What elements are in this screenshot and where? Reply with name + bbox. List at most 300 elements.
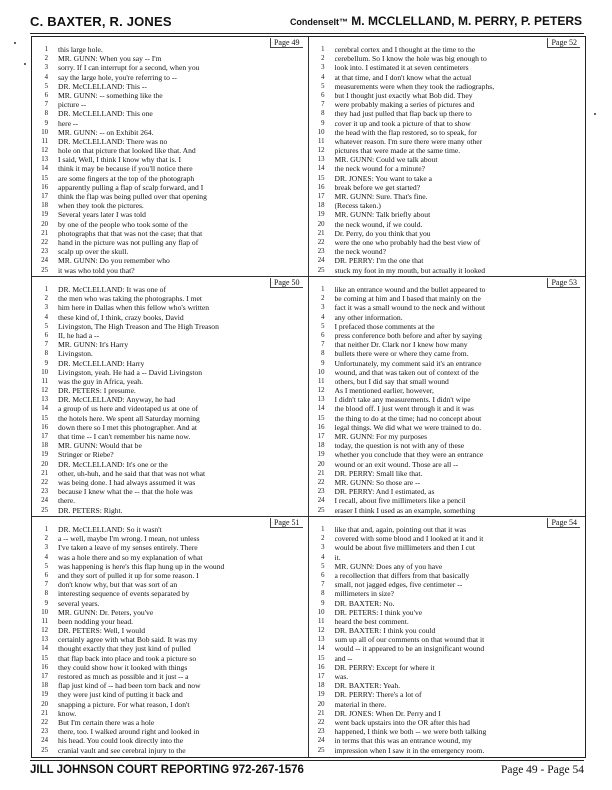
transcript-line bbox=[32, 201, 304, 210]
line-text: was. bbox=[334, 672, 349, 681]
transcript-lines bbox=[309, 525, 582, 755]
line-text: snapping a picture. For what reason, I don't bbox=[58, 699, 190, 709]
line-text: were the one who probably had the best view of bbox=[334, 237, 481, 247]
line-text: others, but I did say that small wound bbox=[334, 376, 449, 386]
line-text: the thing to do at the time; had no concept about bbox=[334, 413, 482, 423]
transcript-line bbox=[309, 654, 582, 663]
line-text: sorry. If I can interrupt for a second, when you bbox=[58, 63, 200, 73]
line-text: cerebral cortex and I thought at the time to the bbox=[334, 45, 476, 54]
line-text: because I knew what the -- that the hole was bbox=[58, 487, 193, 497]
line-number: 2 bbox=[44, 535, 48, 543]
transcript-page-panel bbox=[309, 277, 586, 517]
line-text: (Recess taken.) bbox=[334, 201, 381, 211]
line-number: 8 bbox=[44, 110, 48, 118]
line-number: 10 bbox=[317, 368, 325, 376]
transcript-line bbox=[32, 349, 304, 358]
transcript-line bbox=[32, 210, 304, 219]
transcript-line bbox=[309, 192, 582, 201]
transcript-line bbox=[32, 571, 304, 580]
line-text: I prefaced those comments at the bbox=[334, 321, 435, 331]
transcript-line bbox=[32, 54, 304, 63]
transcript-line bbox=[32, 635, 304, 644]
transcript-line bbox=[32, 469, 304, 478]
page-number-label: Page 52 bbox=[547, 38, 580, 48]
line-text: I've taken a leave of my senses entirely. There bbox=[58, 543, 198, 553]
transcript-line bbox=[32, 303, 304, 312]
line-number: 11 bbox=[317, 137, 325, 145]
condenseit-mark: CondenseIt™ bbox=[289, 17, 348, 27]
transcript-line bbox=[309, 164, 582, 173]
line-text: DR. McCLELLAND: Anyway, he had bbox=[58, 395, 176, 405]
transcript-line bbox=[309, 553, 582, 562]
line-text: think it may be because if you'll notice there bbox=[58, 164, 193, 174]
line-text: covered with some blood and I looked at it and it bbox=[334, 534, 484, 544]
transcript-line bbox=[32, 589, 304, 598]
transcript-line bbox=[32, 506, 304, 515]
line-text: MR. GUNN: Could we talk about bbox=[334, 155, 438, 165]
transcript-line bbox=[32, 690, 304, 699]
line-number: 18 bbox=[41, 682, 48, 690]
line-number: 23 bbox=[41, 248, 48, 256]
transcript-line bbox=[32, 423, 304, 432]
transcript-line bbox=[32, 100, 304, 109]
transcript-line bbox=[32, 553, 304, 562]
transcript-line bbox=[32, 525, 304, 534]
line-text: MR. GUNN: It's Harry bbox=[58, 340, 129, 350]
line-text: cerebellum. So I know the hole was big enough to bbox=[334, 54, 487, 64]
transcript-grid bbox=[31, 36, 586, 758]
line-text: a -- well, maybe I'm wrong. I mean, not unless bbox=[58, 534, 200, 544]
transcript-line bbox=[32, 331, 304, 340]
transcript-lines bbox=[32, 525, 304, 755]
footer-reporter: JILL JOHNSON COURT REPORTING 972-267-1576 bbox=[30, 764, 304, 776]
line-text: there, too. I walked around right and looked in bbox=[58, 727, 200, 737]
line-text: hole on that picture that looked like that. And bbox=[58, 146, 196, 156]
transcript-line bbox=[309, 377, 582, 386]
line-number: 14 bbox=[41, 405, 48, 413]
line-number: 5 bbox=[44, 562, 48, 570]
line-number: 18 bbox=[41, 202, 48, 210]
transcript-line bbox=[32, 359, 304, 368]
line-number: 10 bbox=[317, 608, 325, 616]
transcript-line bbox=[32, 478, 304, 487]
transcript-line bbox=[32, 580, 304, 589]
transcript-line bbox=[309, 571, 582, 580]
margin-dot bbox=[24, 63, 26, 65]
line-number: 23 bbox=[41, 488, 48, 496]
line-text: went back upstairs into the OR after this had bbox=[334, 717, 470, 727]
line-number: 13 bbox=[317, 636, 325, 644]
line-text: As I mentioned earlier, however, bbox=[334, 386, 434, 396]
line-number: 17 bbox=[317, 433, 325, 440]
line-number: 20 bbox=[317, 700, 325, 708]
line-number: 9 bbox=[321, 599, 325, 607]
line-number: 22 bbox=[317, 238, 325, 246]
transcript-line bbox=[32, 608, 304, 617]
transcript-line bbox=[309, 119, 582, 128]
line-number: 1 bbox=[44, 46, 48, 53]
line-number: 22 bbox=[41, 478, 48, 486]
line-number: 3 bbox=[44, 544, 48, 552]
line-text: Livingston, The High Treason and The High Treason bbox=[58, 321, 219, 331]
transcript-line bbox=[309, 496, 582, 505]
page-header bbox=[30, 14, 582, 34]
line-text: DR. JONES: When Dr. Perry and I bbox=[334, 708, 441, 718]
line-number: 23 bbox=[317, 728, 325, 736]
line-text: think the flap was being pulled over that opening bbox=[58, 192, 207, 201]
line-text: at that time, and I don't know what the actual bbox=[334, 72, 472, 82]
line-text: a group of us here and videotaped us at one of bbox=[58, 404, 199, 414]
line-text: like an entrance wound and the bullet appeared to bbox=[334, 285, 486, 294]
line-number: 16 bbox=[41, 183, 48, 191]
page-number-label: Page 50 bbox=[270, 278, 303, 288]
line-text: measurements were when they took the radiographs, bbox=[334, 81, 495, 91]
line-text: when they took the pictures. bbox=[58, 201, 144, 211]
line-number: 4 bbox=[44, 553, 48, 561]
transcript-line bbox=[309, 469, 582, 478]
line-text: there. bbox=[58, 496, 76, 506]
line-text: DR. PERRY: There's a lot of bbox=[334, 690, 422, 700]
line-number: 15 bbox=[317, 174, 325, 182]
transcript-line bbox=[309, 534, 582, 543]
line-number: 25 bbox=[317, 746, 325, 754]
line-text: MR. GUNN: Do you remember who bbox=[58, 256, 170, 266]
line-text: wound, and that was taken out of context of the bbox=[334, 367, 479, 377]
line-text: be coming at him and I based that mainly on the bbox=[334, 294, 481, 304]
transcript-line bbox=[309, 82, 582, 91]
line-text: eraser I think I used as an example, something bbox=[334, 505, 476, 515]
line-text: are some fingers at the top of the photograph bbox=[58, 173, 195, 183]
line-text: the blood off. I just went through it and it was bbox=[334, 404, 474, 414]
line-number: 22 bbox=[317, 478, 325, 486]
transcript-line bbox=[32, 164, 304, 173]
page-number-label: Page 53 bbox=[547, 278, 580, 288]
transcript-line bbox=[309, 155, 582, 164]
line-number: 1 bbox=[44, 286, 48, 293]
line-number: 4 bbox=[44, 313, 48, 321]
transcript-line bbox=[309, 294, 582, 303]
line-number: 18 bbox=[317, 682, 325, 690]
line-text: restored as much as possible and it just -- a bbox=[58, 672, 189, 681]
margin-dot bbox=[14, 42, 16, 44]
line-text: MR. GUNN: Would that be bbox=[58, 441, 142, 451]
transcript-lines bbox=[32, 285, 304, 515]
line-number: 24 bbox=[317, 257, 325, 265]
line-number: 16 bbox=[41, 663, 48, 671]
line-number: 4 bbox=[321, 553, 325, 561]
line-text: small, not jagged edges, five centimeter -- bbox=[334, 580, 463, 590]
line-text: press conference both before and after by saying bbox=[334, 330, 482, 340]
line-number: 13 bbox=[317, 156, 325, 164]
line-text: DR. McCLELLAND: It's one or the bbox=[58, 459, 168, 469]
transcript-line bbox=[309, 543, 582, 552]
line-text: DR. PETERS: I think you've bbox=[334, 607, 423, 617]
line-number: 7 bbox=[44, 581, 48, 589]
line-number: 19 bbox=[317, 691, 325, 699]
line-number: 24 bbox=[317, 737, 325, 745]
transcript-line bbox=[32, 73, 304, 82]
line-text: it. bbox=[334, 552, 341, 562]
line-text: they were just kind of putting it back and bbox=[58, 690, 183, 700]
line-text: by one of the people who took some of the bbox=[58, 219, 188, 229]
line-text: interesting sequence of events separated by bbox=[58, 589, 190, 599]
line-text: it was who told you that? bbox=[58, 265, 135, 275]
transcript-page-panel bbox=[32, 277, 309, 517]
line-number: 2 bbox=[321, 295, 325, 303]
line-number: 9 bbox=[321, 119, 325, 127]
line-text: DR. BAXTER: Yeah. bbox=[334, 681, 401, 691]
line-number: 11 bbox=[41, 617, 48, 625]
line-number: 3 bbox=[321, 304, 325, 312]
line-text: DR. BAXTER: No. bbox=[334, 598, 395, 608]
transcript-line bbox=[309, 506, 582, 515]
line-text: Several years later I was told bbox=[58, 210, 146, 220]
line-number: 6 bbox=[321, 91, 325, 99]
line-text: DR. McCLELLAND: It was one of bbox=[58, 285, 166, 294]
transcript-line bbox=[32, 220, 304, 229]
transcript-line bbox=[309, 663, 582, 672]
line-number: 6 bbox=[44, 91, 48, 99]
line-number: 25 bbox=[317, 266, 325, 274]
line-number: 10 bbox=[41, 128, 48, 136]
line-text: DR. McCLELLAND: This -- bbox=[58, 81, 147, 91]
line-number: 21 bbox=[41, 229, 48, 237]
transcript-line bbox=[309, 174, 582, 183]
line-number: 15 bbox=[41, 174, 48, 182]
transcript-line bbox=[32, 460, 304, 469]
line-number: 13 bbox=[41, 156, 48, 164]
transcript-line bbox=[309, 183, 582, 192]
transcript-line bbox=[309, 128, 582, 137]
line-number: 18 bbox=[317, 202, 325, 210]
line-text: this large hole. bbox=[58, 45, 103, 54]
line-number: 23 bbox=[41, 728, 48, 736]
transcript-line bbox=[32, 183, 304, 192]
line-number: 19 bbox=[41, 451, 48, 459]
line-text: DR. McCLELLAND: Harry bbox=[58, 358, 145, 368]
line-text: Livingston. bbox=[58, 349, 93, 359]
transcript-line bbox=[309, 201, 582, 210]
line-text: DR. BAXTER: I think you could bbox=[334, 626, 436, 636]
transcript-line bbox=[32, 644, 304, 653]
transcript-line bbox=[309, 450, 582, 459]
line-text: would -- it appeared to be an insignificant wound bbox=[334, 644, 485, 654]
transcript-line bbox=[32, 155, 304, 164]
line-number: 1 bbox=[321, 46, 325, 53]
line-text: whether you conclude that they were an entrance bbox=[334, 450, 484, 460]
line-text: that time -- I can't remember his name now. bbox=[58, 432, 191, 441]
line-number: 2 bbox=[44, 295, 48, 303]
transcript-line bbox=[32, 340, 304, 349]
line-number: 20 bbox=[317, 460, 325, 468]
transcript-line bbox=[309, 478, 582, 487]
transcript-line bbox=[309, 525, 582, 534]
line-text: photographs that that was not the case; that that bbox=[58, 228, 203, 238]
line-text: but I thought just exactly what Bob did. They bbox=[334, 90, 473, 100]
line-number: 21 bbox=[317, 229, 325, 237]
line-text: But I'm certain there was a hole bbox=[58, 717, 155, 727]
line-number: 24 bbox=[41, 257, 48, 265]
page-footer bbox=[30, 764, 584, 778]
line-text: was happening is here's this flap hung up in the wound bbox=[58, 561, 225, 571]
margin-dot bbox=[594, 113, 596, 115]
line-text: cranial vault and see cerebral injury to the bbox=[58, 745, 186, 755]
transcript-line bbox=[309, 423, 582, 432]
line-number: 25 bbox=[41, 266, 48, 274]
line-text: wound or an exit wound. Those are all -- bbox=[334, 459, 459, 469]
transcript-line bbox=[32, 626, 304, 635]
line-text: that neither Dr. Clark nor I knew how many bbox=[334, 340, 468, 350]
line-text: DR. McCLELLAND: There was no bbox=[58, 136, 168, 146]
transcript-line bbox=[309, 303, 582, 312]
transcript-line bbox=[32, 450, 304, 459]
line-number: 8 bbox=[44, 350, 48, 358]
line-number: 9 bbox=[44, 359, 48, 367]
line-number: 5 bbox=[321, 82, 325, 90]
transcript-line bbox=[309, 718, 582, 727]
line-number: 1 bbox=[321, 526, 325, 533]
transcript-line bbox=[32, 192, 304, 201]
line-number: 6 bbox=[321, 571, 325, 579]
transcript-line bbox=[32, 294, 304, 303]
line-text: that flap back into place and took a picture so bbox=[58, 653, 197, 663]
transcript-line bbox=[309, 635, 582, 644]
line-text: I said, Well, I think I know why that is. I bbox=[58, 155, 182, 165]
line-number: 8 bbox=[321, 110, 325, 118]
transcript-line bbox=[309, 322, 582, 331]
line-text: sum up all of our comments on that wound that it bbox=[334, 635, 485, 645]
line-number: 14 bbox=[317, 645, 325, 653]
line-text: MR. GUNN: Sure. That's fine. bbox=[334, 192, 428, 201]
line-text: DR. McCLELLAND: So it wasn't bbox=[58, 525, 162, 534]
transcript-line bbox=[32, 285, 304, 294]
line-number: 1 bbox=[44, 526, 48, 533]
line-number: 24 bbox=[41, 497, 48, 505]
transcript-line bbox=[309, 256, 582, 265]
line-number: 19 bbox=[41, 691, 48, 699]
line-text: look into. I estimated it at seven centimeters bbox=[334, 63, 469, 73]
line-text: here -- bbox=[58, 118, 79, 128]
transcript-line bbox=[32, 91, 304, 100]
transcript-line bbox=[309, 626, 582, 635]
line-text: the head with the flap restored, so to speak, for bbox=[334, 127, 477, 137]
line-number: 25 bbox=[41, 746, 48, 754]
line-text: heard the best comment. bbox=[334, 616, 409, 626]
line-number: 12 bbox=[41, 627, 48, 635]
line-number: 16 bbox=[317, 183, 325, 191]
line-number: 20 bbox=[41, 220, 48, 228]
line-number: 23 bbox=[317, 248, 325, 256]
line-number: 21 bbox=[41, 709, 48, 717]
line-text: DR. PETERS: Right. bbox=[58, 505, 123, 515]
line-number: 9 bbox=[44, 119, 48, 127]
transcript-line bbox=[309, 266, 582, 275]
transcript-line bbox=[32, 256, 304, 265]
line-text: DR. McCLELLAND: This one bbox=[58, 109, 153, 119]
line-text: him here in Dallas when this fellow who's written bbox=[58, 303, 210, 313]
header-rule bbox=[30, 33, 584, 34]
line-number: 4 bbox=[321, 313, 325, 321]
line-text: been nodding your head. bbox=[58, 616, 134, 626]
line-number: 7 bbox=[321, 341, 325, 349]
transcript-line bbox=[309, 395, 582, 404]
line-number: 16 bbox=[317, 663, 325, 671]
transcript-line bbox=[309, 404, 582, 413]
line-number: 7 bbox=[44, 341, 48, 349]
line-text: flap just kind of -- had been torn back and now bbox=[58, 681, 201, 691]
line-text: DR. PERRY: And I estimated, as bbox=[334, 487, 435, 497]
line-text: certainly agree with what Bob said. It was my bbox=[58, 635, 198, 645]
transcript-line bbox=[32, 386, 304, 395]
transcript-line bbox=[309, 700, 582, 709]
transcript-line bbox=[309, 73, 582, 82]
line-text: was the guy in Africa, yeah. bbox=[58, 376, 143, 386]
line-number: 2 bbox=[321, 535, 325, 543]
transcript-line bbox=[32, 82, 304, 91]
transcript-line bbox=[309, 109, 582, 118]
line-number: 21 bbox=[317, 469, 325, 477]
line-text: break before we get started? bbox=[334, 182, 421, 192]
line-text: and -- bbox=[334, 653, 353, 663]
line-number: 8 bbox=[321, 590, 325, 598]
line-number: 15 bbox=[317, 654, 325, 662]
transcript-line bbox=[309, 414, 582, 423]
transcript-line bbox=[309, 644, 582, 653]
line-text: apparently pulling a flap of scalp forward, and I bbox=[58, 182, 204, 192]
transcript-line bbox=[309, 368, 582, 377]
line-number: 3 bbox=[44, 64, 48, 72]
transcript-line bbox=[309, 238, 582, 247]
line-text: stuck my foot in my mouth, but actually it looked bbox=[334, 265, 486, 275]
line-number: 18 bbox=[317, 442, 325, 450]
line-text: Stringer or Riebe? bbox=[58, 450, 114, 460]
transcript-line bbox=[309, 672, 582, 681]
transcript-line bbox=[309, 45, 582, 54]
line-number: 5 bbox=[321, 562, 325, 570]
line-text: happened, I think we both -- we were both talking bbox=[334, 727, 487, 737]
line-text: know. bbox=[58, 708, 77, 718]
transcript-line bbox=[309, 562, 582, 571]
line-number: 6 bbox=[321, 331, 325, 339]
line-text: don't know why, but that was sort of an bbox=[58, 580, 178, 590]
line-text: Unfortunately, my comment said it's an entrance bbox=[334, 358, 482, 368]
transcript-line bbox=[32, 672, 304, 681]
transcript-page-panel bbox=[309, 37, 586, 277]
line-text: I didn't take any measurements. I didn't wipe bbox=[334, 395, 471, 405]
transcript-line bbox=[32, 534, 304, 543]
transcript-line bbox=[32, 377, 304, 386]
line-number: 7 bbox=[44, 101, 48, 109]
line-number: 19 bbox=[317, 451, 325, 459]
transcript-line bbox=[309, 681, 582, 690]
line-number: 20 bbox=[41, 700, 48, 708]
transcript-line bbox=[309, 580, 582, 589]
line-number: 11 bbox=[41, 137, 48, 145]
transcript-line bbox=[309, 487, 582, 496]
transcript-line bbox=[32, 109, 304, 118]
line-number: 3 bbox=[321, 64, 325, 72]
line-text: the neck wound, if we could. bbox=[334, 219, 423, 229]
transcript-line bbox=[32, 395, 304, 404]
line-number: 13 bbox=[41, 636, 48, 644]
transcript-line bbox=[32, 709, 304, 718]
transcript-line bbox=[32, 128, 304, 137]
line-text: DR. PETERS: Well, I would bbox=[58, 626, 146, 636]
line-text: cover it up and took a picture of that to show bbox=[334, 118, 471, 128]
line-text: bullets there were or where they came from. bbox=[334, 349, 469, 359]
line-text: MR. GUNN: For my purposes bbox=[334, 432, 428, 441]
line-text: legal things. We did what we were trained to do. bbox=[334, 422, 482, 432]
